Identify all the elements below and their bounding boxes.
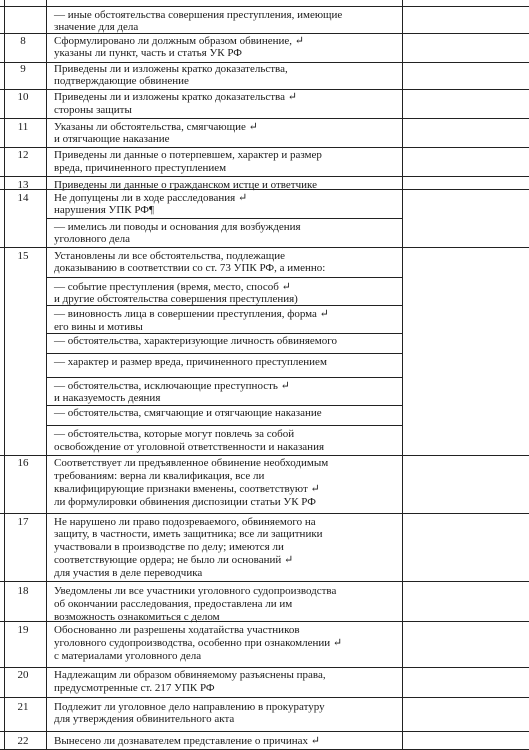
question-text-line: доказыванию в соответствии со ст. 73 УПК РФ, а именно: bbox=[54, 262, 326, 274]
question-text-line: Не допущены ли в ходе расследования ↵ bbox=[54, 192, 248, 204]
question-text-line: требованиям: верна ли квалификация, все ли bbox=[54, 470, 265, 482]
question-text-line: Обоснованно ли разрешены ходатайства участников bbox=[54, 624, 300, 636]
row-number: 16 bbox=[17, 457, 29, 469]
row-number: 10 bbox=[17, 91, 29, 103]
question-text-line: указаны ли пункт, часть и статья УК РФ bbox=[54, 47, 242, 59]
row-number: 11 bbox=[17, 121, 29, 133]
table-row-border bbox=[46, 218, 402, 219]
question-text-line: ли формулировки обвинения диспозиции статьи УК РФ bbox=[54, 496, 316, 508]
question-text-line: Приведены ли данные о гражданском истце и ответчике bbox=[54, 179, 317, 191]
question-text-line: нарушения УПК РФ¶ bbox=[54, 204, 154, 216]
question-text-line: для участия в деле переводчика bbox=[54, 567, 203, 579]
question-text-line: значение для дела bbox=[54, 21, 139, 33]
question-text-line: — событие преступления (время, место, способ ↵ bbox=[54, 281, 291, 293]
table-row-border bbox=[46, 353, 402, 354]
question-text-line: уголовного судопроизводства, особенно при ознакомлении ↵ bbox=[54, 637, 343, 649]
question-text-line: Приведены ли и изложены кратко доказательства ↵ bbox=[54, 91, 297, 103]
question-text-line: Не нарушено ли право подозреваемого, обвиняемого на bbox=[54, 516, 316, 528]
row-number: 18 bbox=[17, 585, 29, 597]
question-text-line: квалифицирующие признаки вменены, соответствуют ↵ bbox=[54, 483, 320, 495]
table-row-border bbox=[46, 277, 402, 278]
row-number: 15 bbox=[17, 250, 29, 262]
question-text-line: Приведены ли и изложены кратко доказательства, bbox=[54, 63, 288, 75]
question-text-line: Приведены ли данные о потерпевшем, характер и размер bbox=[54, 149, 322, 161]
question-text-line: вреда, причиненного преступлением bbox=[54, 162, 227, 174]
table-row-border bbox=[0, 176, 529, 177]
row-number: 21 bbox=[17, 701, 29, 713]
question-text-line: возможность ознакомиться с делом bbox=[54, 611, 220, 623]
question-text-line: освобождение от уголовной ответственности и наказания bbox=[54, 441, 325, 453]
table-column-border bbox=[4, 0, 5, 750]
question-text-line: Уведомлены ли все участники уголовного судопроизводства bbox=[54, 585, 337, 597]
question-text-line: и другие обстоятельства совершения преступления) bbox=[54, 293, 298, 305]
row-number: 9 bbox=[20, 63, 26, 75]
question-text-line: подтверждающие обвинение bbox=[54, 75, 189, 87]
row-number: 8 bbox=[20, 35, 26, 47]
row-number: 12 bbox=[17, 149, 29, 161]
question-text-line: соответствующие ордера; не было ли оснований ↵ bbox=[54, 554, 294, 566]
question-text-line: — иные обстоятельства совершения преступления, имеющие bbox=[54, 9, 343, 21]
question-text-line: защиту, в частности, иметь защитника; все ли защитники bbox=[54, 528, 323, 540]
table-row-border bbox=[0, 118, 529, 119]
question-text-line: Подлежит ли уголовное дело направлению в прокуратуру bbox=[54, 701, 325, 713]
table-row-border bbox=[0, 697, 529, 698]
question-text-line: — обстоятельства, смягчающие и отягчающие наказание bbox=[54, 407, 322, 419]
question-text-line: — обстоятельства, характеризующие личность обвиняемого bbox=[54, 335, 338, 347]
question-text-line: — имелись ли поводы и основания для возбуждения bbox=[54, 221, 301, 233]
table-row-border bbox=[46, 425, 402, 426]
row-number: 17 bbox=[17, 516, 29, 528]
table-row-border bbox=[46, 305, 402, 306]
question-text-line: для утверждения обвинительного акта bbox=[54, 713, 235, 725]
question-text-line: предусмотренные ст. 217 УПК РФ bbox=[54, 682, 215, 694]
row-number: 14 bbox=[17, 192, 29, 204]
table-row-border bbox=[0, 731, 529, 732]
question-text-line: участвовали в производстве по делу; имеются ли bbox=[54, 541, 284, 553]
table-row-border bbox=[0, 513, 529, 514]
question-text-line: — характер и размер вреда, причиненного преступлением bbox=[54, 356, 327, 368]
question-text-line: Вынесено ли дознавателем представление о причинах ↵ bbox=[54, 735, 320, 747]
question-text-line: Надлежащим ли образом обвиняемому разъяснены права, bbox=[54, 669, 326, 681]
question-text-line: стороны защиты bbox=[54, 104, 132, 116]
question-text-line: его вины и мотивы bbox=[54, 321, 143, 333]
question-text-line: Сформулировано ли должным образом обвинение, ↵ bbox=[54, 35, 304, 47]
table-row-border bbox=[0, 581, 529, 582]
table-row-border bbox=[0, 247, 529, 248]
question-text-line: — обстоятельства, исключающие преступность ↵ bbox=[54, 380, 290, 392]
question-text-line: уголовного дела bbox=[54, 233, 131, 245]
question-text-line: и отягчающие наказание bbox=[54, 133, 170, 145]
question-text-line: Указаны ли обстоятельства, смягчающие ↵ bbox=[54, 121, 258, 133]
table-row-border bbox=[46, 377, 402, 378]
row-number: 19 bbox=[17, 624, 29, 636]
row-number: 13 bbox=[17, 179, 29, 191]
row-number: 20 bbox=[17, 669, 29, 681]
table-row-border bbox=[0, 6, 529, 7]
question-text-line: — виновность лица в совершении преступления, форма ↵ bbox=[54, 308, 329, 320]
question-text-line: — обстоятельства, которые могут повлечь за собой bbox=[54, 428, 295, 440]
table-row-border bbox=[0, 189, 529, 190]
question-text-line: об окончании расследования, предоставлена ли им bbox=[54, 598, 293, 610]
table-row-border bbox=[0, 621, 529, 622]
question-text-line: Установлены ли все обстоятельства, подлежащие bbox=[54, 250, 285, 262]
question-text-line: с материалами уголовного дела bbox=[54, 650, 202, 662]
question-text-line: и наказуемость деяния bbox=[54, 392, 161, 404]
question-text-line: Соответствует ли предъявленное обвинение необходимым bbox=[54, 457, 329, 469]
row-number: 22 bbox=[17, 735, 29, 747]
